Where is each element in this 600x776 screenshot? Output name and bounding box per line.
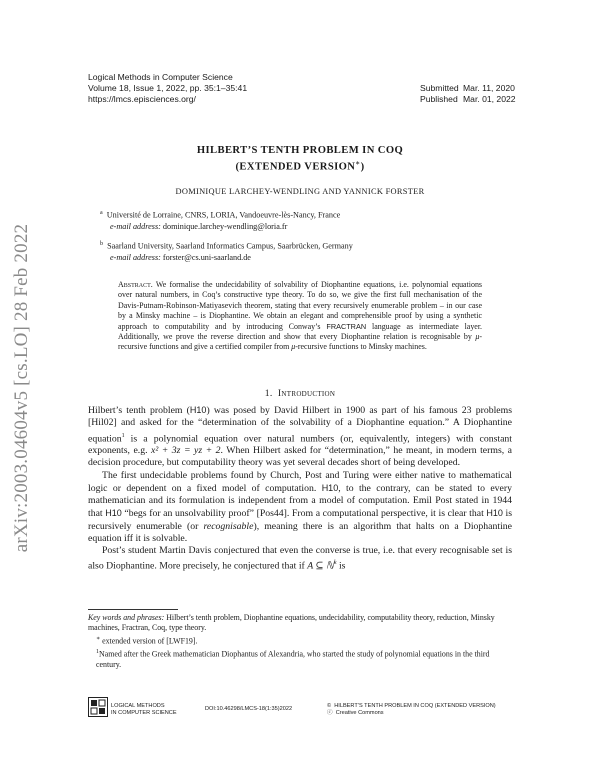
- abstract-label: Abstract.: [118, 280, 153, 289]
- affiliation-institution: Saarland University, Saarland Informatics Campus, Saarbrücken, Germany: [107, 241, 353, 251]
- footnote-rule: [88, 609, 178, 610]
- published-date: Mar. 01, 2022: [463, 93, 516, 104]
- arxiv-identifier: arXiv:2003.04604v5 [cs.LO] 28 Feb 2022: [11, 223, 32, 553]
- affiliation-a: [100, 208, 500, 232]
- published-label: Published: [420, 93, 458, 104]
- footnote-ref: 1: [121, 432, 125, 439]
- email-label: e-mail address:: [110, 252, 161, 262]
- copyright-symbol: ©: [327, 703, 332, 709]
- abstract: Abstract. We formalise the undecidability of solvability of Diophantine equations, i.e. polynomial equations over natural numbers, in Coq’s constructive type theory. To do so, we give the first full mechanisation of the Davis-Putnam-Robinson-Matiyasevich theorem, stating that every recursively enumerable problem – in our case by a Minsky machine – is Diophantine. We obtain an elegant and comprehensible proof by using a synthetic approach to computability and by introducing Conway’s FRACTRAN language as intermediate layer. Additionally, we prove the reverse direction and show that every Diophantine relation is recognisable by μ-recursive functions and give a certified compiler from μ-recursive functions to Minsky machines.: [118, 280, 483, 352]
- email-address[interactable]: dominique.larchey-wendling@loria.fr: [162, 221, 288, 231]
- license-block: [327, 703, 496, 717]
- fractran-term: FRACTRAN: [326, 321, 367, 331]
- journal-header: [88, 72, 388, 104]
- journal-url[interactable]: https://lmcs.episciences.org/: [88, 93, 196, 104]
- body-text: [88, 404, 512, 573]
- lmcs-logo-icon: [88, 697, 108, 717]
- logo-text: LOGICAL METHODS IN COMPUTER SCIENCE: [111, 703, 177, 716]
- email-label: e-mail address:: [110, 221, 161, 231]
- paragraph: Post’s student Martin Davis conjectured that even the converse is true, i.e. that every recognisable set is also Diophantine. More precisely, he conjectured that if A ⊆ ℕ$^k$ is: [88, 545, 512, 572]
- journal-name: Logical Methods in Computer Science: [88, 72, 233, 82]
- title-line-1: HILBERT’S TENTH PROBLEM IN COQ: [196, 145, 404, 156]
- footnote-star-text: extended version of [LWF19].: [102, 636, 198, 646]
- footnotes: Key words and phrases: Hilbert’s tenth problem, Diophantine equations, undecidability, computability theory, reduction, Minsky machines, Fractran, Coq, type theory. ∗ extended version of [LWF19]. $^1$Named after the Greek mathematician Diophantus of Alexandria, who started the study of polynomial equations in the third century.: [88, 613, 495, 669]
- dates-block: [420, 83, 520, 105]
- keywords-label: Key words and phrases:: [88, 613, 165, 622]
- arxiv-sidebar: [0, 0, 44, 776]
- license-text: Creative Commons: [335, 710, 384, 716]
- equation: x² + 3z = yz + 2: [151, 445, 221, 456]
- short-title: HILBERT’S TENTH PROBLEM IN COQ (EXTENDED VERSION): [334, 703, 496, 709]
- section-number: 1.: [264, 388, 273, 399]
- journal-volume: Volume 18, Issue 1, 2022, pp. 35:1–35:41: [88, 82, 248, 93]
- affiliation-institution: Université de Lorraine, CNRS, LORIA, Vandoeuvre-lès-Nancy, France: [106, 210, 341, 220]
- submitted-label: Submitted: [420, 83, 459, 93]
- authors: DOMINIQUE LARCHEY-WENDLING AND YANNICK FORSTER: [175, 187, 425, 196]
- affiliation-mark: b: [100, 241, 103, 247]
- affiliation-b: [100, 239, 500, 263]
- footnote-one-text: Named after the Greek mathematician Diophantus of Alexandria, who started the study of polynomial equations in the third century.: [96, 649, 490, 669]
- section-title: Introduction: [277, 388, 336, 399]
- affiliation-mark: a: [100, 210, 103, 216]
- published-row: [420, 94, 520, 105]
- section-heading: [88, 388, 512, 399]
- paper-title: [88, 144, 512, 174]
- title-line-2: (EXTENDED VERSION∗): [235, 159, 365, 173]
- paragraph: The first undecidable problems found by Church, Post and Turing were either native to mathematical logic or dependent on a fixed model of computation. H10, to the contrary, can be stated to every mathematician and its formulation is independent from a model of computation. Emil Post stated in 1944 that H10 “begs for an unsolvability proof” [Pos44]. From a computational perspective, it is clear that H10 is recursively enumerable (or recognisable), meaning there is an algorithm that halts on a Diophantine equation iff it is solvable.: [88, 469, 513, 544]
- cc-icon: ⓒ: [327, 710, 333, 716]
- doi[interactable]: DOI:10.46298/LMCS-18(1:35)2022: [205, 706, 293, 712]
- paragraph: Hilbert’s tenth problem (H10) was posed by David Hilbert in 1900 as part of his famous 23 problems [Hil02] and asked for the “determination of the solvability of a Diophantine equation.” A Diophantine equation$^1$ is a polynomial equation over natural numbers (or, equivalently, integers) with constant exponents, e.g. x² + 3z = yz + 2. When Hilbert asked for “determination,” he meant, in modern terms, a decision procedure, but computability theory was yet several decades short of being developed.: [88, 405, 512, 469]
- submitted-date: Mar. 11, 2020: [463, 83, 515, 93]
- keywords: Hilbert’s tenth problem, Diophantine equations, undecidability, computability theory, reduction, Minsky machines, Fractran, Coq, type theory.: [88, 613, 495, 633]
- submitted-row: [420, 83, 520, 94]
- email-address[interactable]: forster@cs.uni-saarland.de: [162, 252, 251, 262]
